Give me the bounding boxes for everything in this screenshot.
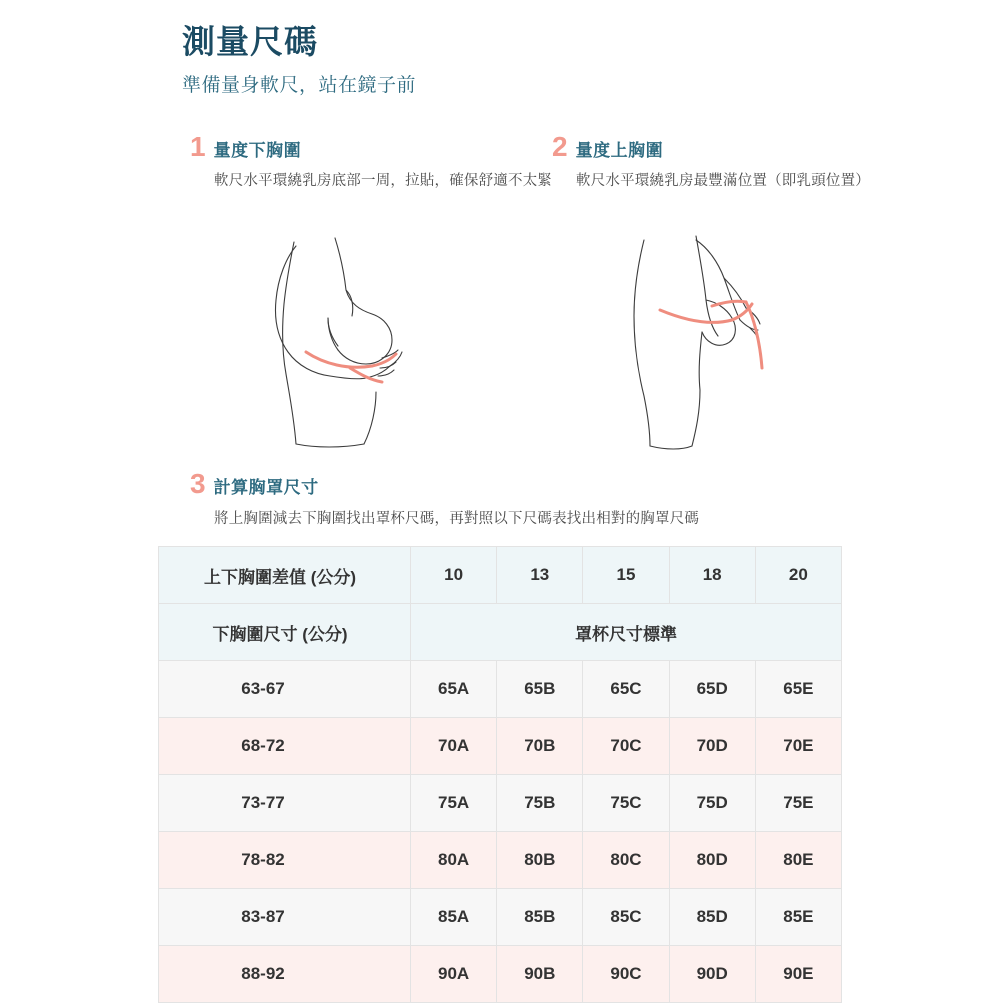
page-header	[182, 22, 416, 97]
size-table	[158, 546, 842, 1003]
step-1-number: 1	[190, 131, 206, 162]
table-header-row	[159, 547, 842, 604]
cell-70C: 70C	[583, 718, 669, 775]
cell-90E: 90E	[755, 946, 841, 1003]
subheader-cup-standard: 罩杯尺寸標準	[411, 604, 842, 661]
cell-90A: 90A	[411, 946, 497, 1003]
cell-75A: 75A	[411, 775, 497, 832]
page-title: 測量尺碼	[182, 23, 318, 60]
header-diff-13: 13	[497, 547, 583, 604]
step-1-title: 量度下胸圍	[213, 141, 302, 160]
cell-70A: 70A	[411, 718, 497, 775]
step-2-heading	[552, 133, 870, 161]
cell-80D: 80D	[669, 832, 755, 889]
cell-80C: 80C	[583, 832, 669, 889]
cell-85B: 85B	[497, 889, 583, 946]
cell-75C: 75C	[583, 775, 669, 832]
header-diff-10: 10	[411, 547, 497, 604]
cell-70D: 70D	[669, 718, 755, 775]
table-subheader-row	[159, 604, 842, 661]
step-1-description: 軟尺水平環繞乳房底部一周，拉貼，確保舒適不太緊	[214, 173, 553, 189]
cell-85D: 85D	[669, 889, 755, 946]
cell-80B: 80B	[497, 832, 583, 889]
bust-measure-illustration	[600, 232, 820, 457]
cell-80A: 80A	[411, 832, 497, 889]
table-row	[159, 889, 842, 946]
cell-80E: 80E	[755, 832, 841, 889]
step-1	[190, 133, 552, 192]
step-2-number: 2	[552, 131, 568, 162]
table-row	[159, 718, 842, 775]
step-2-description: 軟尺水平環繞乳房最豐滿位置（即乳頭位置）	[576, 173, 870, 189]
row-label-68-72: 68-72	[159, 718, 411, 775]
cell-75B: 75B	[497, 775, 583, 832]
table-row	[159, 946, 842, 1003]
step-3-title: 計算胸罩尺寸	[213, 478, 319, 497]
row-label-78-82: 78-82	[159, 832, 411, 889]
cell-85A: 85A	[411, 889, 497, 946]
step-3	[190, 470, 699, 530]
row-label-88-92: 88-92	[159, 946, 411, 1003]
row-label-63-67: 63-67	[159, 661, 411, 718]
cell-90C: 90C	[583, 946, 669, 1003]
cell-65B: 65B	[497, 661, 583, 718]
table-row	[159, 775, 842, 832]
table-row	[159, 832, 842, 889]
step-3-description: 將上胸圍減去下胸圍找出罩杯尺碼，再對照以下尺碼表找出相對的胸罩尺碼	[214, 511, 700, 527]
cell-70B: 70B	[497, 718, 583, 775]
subheader-underbust-label: 下胸圍尺寸 (公分)	[159, 604, 411, 661]
cell-65A: 65A	[411, 661, 497, 718]
cell-75E: 75E	[755, 775, 841, 832]
cell-65C: 65C	[583, 661, 669, 718]
cell-65D: 65D	[669, 661, 755, 718]
header-diff-20: 20	[755, 547, 841, 604]
step-2-title: 量度上胸圍	[575, 141, 664, 160]
cell-85E: 85E	[755, 889, 841, 946]
cell-75D: 75D	[669, 775, 755, 832]
cell-85C: 85C	[583, 889, 669, 946]
cell-65E: 65E	[755, 661, 841, 718]
cell-90D: 90D	[669, 946, 755, 1003]
cell-70E: 70E	[755, 718, 841, 775]
step-3-heading	[190, 470, 699, 498]
header-diff-15: 15	[583, 547, 669, 604]
underbust-measure-illustration	[232, 232, 462, 457]
row-label-73-77: 73-77	[159, 775, 411, 832]
step-2	[552, 133, 870, 192]
size-table-wrapper	[158, 546, 842, 1003]
header-diff-18: 18	[669, 547, 755, 604]
page-subtitle: 準備量身軟尺，站在鏡子前	[182, 74, 417, 96]
cell-90B: 90B	[497, 946, 583, 1003]
row-label-83-87: 83-87	[159, 889, 411, 946]
table-row	[159, 661, 842, 718]
header-difference-label: 上下胸圍差值 (公分)	[159, 547, 411, 604]
step-1-heading	[190, 133, 552, 161]
step-3-number: 3	[190, 468, 206, 499]
